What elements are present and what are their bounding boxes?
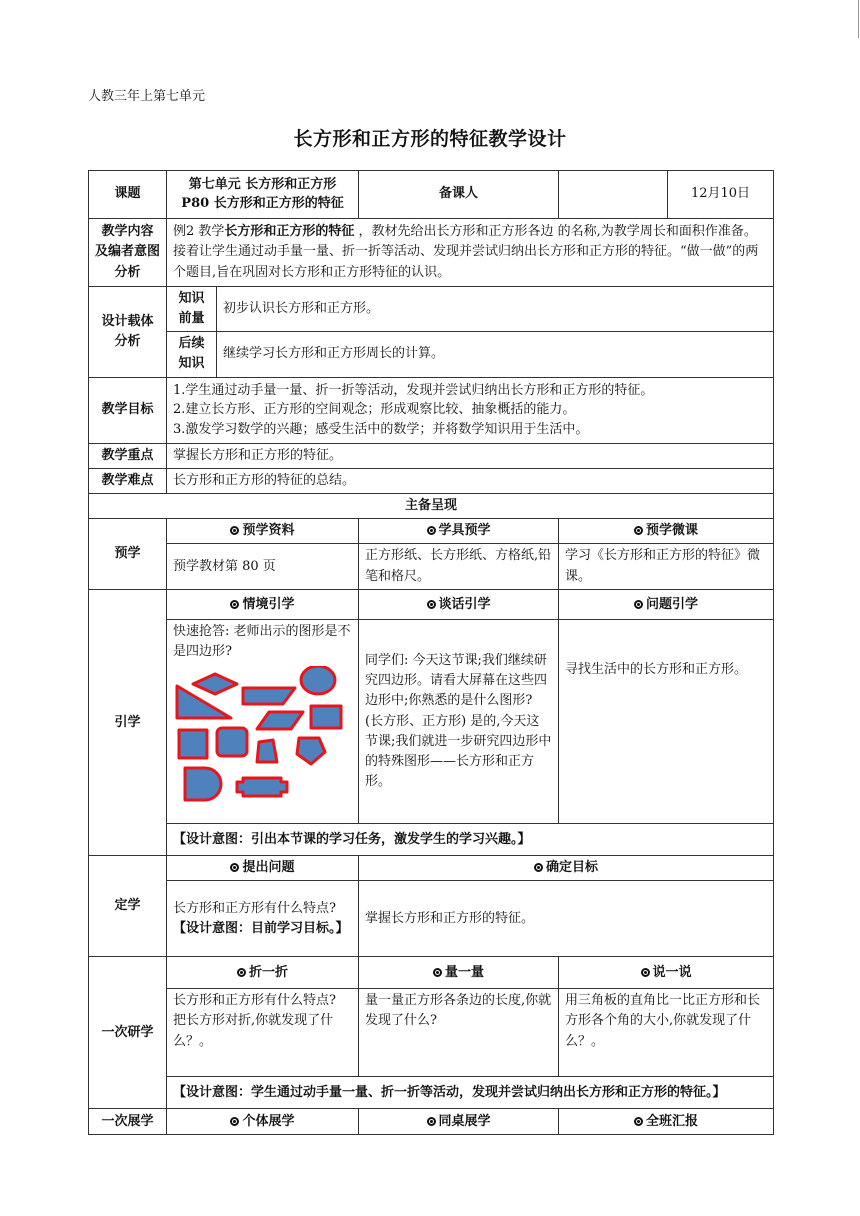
study-header-2 <box>359 957 559 989</box>
difficulty-row <box>89 468 774 493</box>
difficulty-value: 长方形和正方形的特征的总结。 <box>167 468 774 493</box>
show-header-3-text: 全班汇报 <box>646 1113 699 1129</box>
difficulty-label: 教学难点 <box>89 468 167 493</box>
shape-parallelogram <box>243 688 295 704</box>
carrier-label <box>89 287 167 378</box>
show-header-2 <box>359 1109 559 1135</box>
define-label: 定学 <box>89 856 167 957</box>
preview-header-2 <box>359 518 559 543</box>
analysis-text-bold: 长方形和正方形的特征 <box>224 224 355 240</box>
preview-header-1-text: 预学资料 <box>242 522 295 538</box>
goal-item: 1.学生通过动手量一量、折一折等活动，发现并尝试归纳出长方形和正方形的特征。 <box>173 382 654 398</box>
preview-header-row <box>89 518 774 543</box>
lesson-plan-table <box>88 170 774 1135</box>
preparer-value <box>559 171 668 219</box>
goals-label: 教学目标 <box>89 377 167 443</box>
goals-list <box>167 377 774 443</box>
analysis-text-post: ，教材先给出长方形和正方形各边 的名称,为教学周长和面积作准备。接着让学生通过动手量一量、折一折等活动、发现并尝试归纳出长方形和正方形的特征。“做一做”的两个题目,旨在巩固对长方形和正方形特征的认识。 <box>173 224 759 280</box>
study-header-1 <box>167 957 359 989</box>
show-header-2-text: 同桌展学 <box>438 1113 491 1129</box>
intro-question: 快速抢答: 老师出示的图形是不是四边形? <box>173 624 351 660</box>
analysis-label <box>89 219 167 287</box>
preview-content-row <box>89 544 774 590</box>
study-header-1-text: 折一折 <box>248 964 288 980</box>
analysis-label-line-2: 及编者意图分析 <box>95 244 161 280</box>
preview-content-3: 学习《长方形和正方形的特征》微课。 <box>559 544 774 590</box>
intro-note-row <box>89 824 774 856</box>
analysis-row <box>89 219 774 287</box>
prior-knowledge-value: 初步认识长方形和正方形。 <box>217 287 774 332</box>
define-header-2-text: 确定目标 <box>546 860 599 876</box>
study-fold-question: 把长方形对折,你就发现了什么？。 <box>173 1013 334 1049</box>
study-content-1 <box>167 989 359 1077</box>
intro-header-row <box>89 590 774 620</box>
intro-header-2 <box>359 590 559 620</box>
carrier-row-next <box>89 332 774 377</box>
bullet-icon <box>230 526 239 535</box>
study-note-row <box>89 1077 774 1109</box>
main-section-title: 主备呈现 <box>89 493 774 518</box>
preview-header-1 <box>167 518 359 543</box>
goals-row <box>89 377 774 443</box>
shape-square <box>311 706 341 728</box>
study-question: 长方形和正方形有什么特点? <box>173 993 336 1009</box>
study-label: 一次研学 <box>89 957 167 1109</box>
bullet-icon <box>427 600 436 609</box>
define-header-1 <box>167 856 359 881</box>
carrier-label-line-1: 设计载体 <box>101 313 154 329</box>
preparer-label: 备课人 <box>359 171 559 219</box>
bullet-icon <box>641 968 650 977</box>
intro-content-row <box>89 620 774 824</box>
bullet-icon <box>433 968 442 977</box>
goal-item: 2.建立长方形、正方形的空间观念；形成观察比较、抽象概括的能力。 <box>173 402 576 418</box>
topic-line-1: 第七单元 长方形和正方形 <box>188 176 337 192</box>
topic-value <box>167 171 359 219</box>
intro-header-2-text: 谈话引学 <box>438 596 491 612</box>
shape-pentagon <box>297 738 325 764</box>
intro-label: 引学 <box>89 590 167 856</box>
shape-notched-rectangle <box>237 778 287 796</box>
shape-rectangle <box>179 730 207 758</box>
intro-header-3-text: 问题引学 <box>646 596 699 612</box>
next-knowledge-label: 后续知识 <box>167 332 217 377</box>
preview-header-3-text: 预学微课 <box>646 522 699 538</box>
page-edge-mark <box>858 0 859 38</box>
prior-knowledge-label: 知识前量 <box>167 287 217 332</box>
preview-content-2: 正方形纸、长方形纸、方格纸,铅笔和格尺。 <box>359 544 559 590</box>
shape-rounded-square <box>217 728 247 756</box>
carrier-row-prior <box>89 287 774 332</box>
key-point-row <box>89 443 774 468</box>
intro-content-1 <box>167 620 359 824</box>
bullet-icon <box>237 968 246 977</box>
study-content-3: 用三角板的直角比一比正方形和长方形各个角的大小,你就发现了什么？。 <box>559 989 774 1077</box>
shape-rhombus <box>193 674 237 694</box>
study-header-3 <box>559 957 774 989</box>
bullet-icon <box>534 863 543 872</box>
intro-header-1-text: 情境引学 <box>242 596 295 612</box>
show-header-1 <box>167 1109 359 1135</box>
topic-line-2: P80 长方形和正方形的特征 <box>181 195 344 211</box>
study-content-2: 量一量正方形各条边的长度,你就发现了什么? <box>359 989 559 1077</box>
quadrilateral-shapes-figure <box>173 666 343 806</box>
preview-content-1: 预学教材第 80 页 <box>167 544 359 590</box>
study-header-2-text: 量一量 <box>445 964 485 980</box>
analysis-text <box>167 219 774 287</box>
define-content-2: 掌握长方形和正方形的特征。 <box>359 881 774 957</box>
show-header-3 <box>559 1109 774 1135</box>
define-header-1-text: 提出问题 <box>242 860 295 876</box>
preview-label: 预学 <box>89 518 167 589</box>
shape-arch <box>185 768 221 800</box>
preview-header-2-text: 学具预学 <box>438 522 491 538</box>
show-label: 一次展学 <box>89 1109 167 1135</box>
bullet-icon <box>634 526 643 535</box>
bullet-icon <box>230 863 239 872</box>
show-header-row <box>89 1109 774 1135</box>
shape-parallelogram-2 <box>257 712 303 729</box>
bullet-icon <box>230 1117 239 1126</box>
intro-design-note: 【设计意图：引出本节课的学习任务，激发学生的学习兴趣。】 <box>167 824 774 856</box>
carrier-label-line-2: 分析 <box>114 333 141 349</box>
header-note: 人教三年上第七单元 <box>88 89 206 104</box>
study-design-note: 【设计意图：学生通过动手量一量、折一折等活动，发现并尝试归纳出长方形和正方形的特征。】 <box>167 1077 774 1109</box>
intro-header-3 <box>559 590 774 620</box>
bullet-icon <box>427 1117 436 1126</box>
main-section-row <box>89 493 774 518</box>
define-header-2 <box>359 856 774 881</box>
define-content-row <box>89 881 774 957</box>
bullet-icon <box>634 1117 643 1126</box>
date-value: 12月10日 <box>668 171 774 219</box>
preview-header-3 <box>559 518 774 543</box>
topic-row <box>89 171 774 219</box>
key-point-label: 教学重点 <box>89 443 167 468</box>
shape-circle <box>301 666 335 694</box>
bullet-icon <box>230 600 239 609</box>
intro-header-1 <box>167 590 359 620</box>
shape-quadrilateral <box>257 740 277 762</box>
document-title: 长方形和正方形的特征教学设计 <box>293 128 567 150</box>
intro-content-3: 寻找生活中的长方形和正方形。 <box>559 620 774 824</box>
goal-item: 3.激发学习数学的兴趣；感受生活中的数学；并将数学知识用于生活中。 <box>173 421 589 437</box>
analysis-label-line-1: 教学内容 <box>101 224 154 240</box>
define-question: 长方形和正方形有什么特点? <box>173 901 336 917</box>
show-header-1-text: 个体展学 <box>242 1113 295 1129</box>
define-header-row <box>89 856 774 881</box>
bullet-icon <box>634 600 643 609</box>
study-content-row <box>89 989 774 1077</box>
study-header-row <box>89 957 774 989</box>
study-header-3-text: 说一说 <box>652 964 692 980</box>
define-content-1 <box>167 881 359 957</box>
define-design-note: 【设计意图：目前学习目标。】 <box>173 920 349 936</box>
topic-label: 课题 <box>89 171 167 219</box>
next-knowledge-value: 继续学习长方形和正方形周长的计算。 <box>217 332 774 377</box>
analysis-text-pre: 例2 教学 <box>173 224 225 240</box>
intro-content-2: 同学们: 今天这节课;我们继续研究四边形。请看大屏幕在这些四边形中;你熟悉的是什么图形? (长方形、正方形) 是的,今天这节课;我们就进一步研究四边形中的特殊图形——长方形和正方形。 <box>359 620 559 824</box>
bullet-icon <box>427 526 436 535</box>
key-point-value: 掌握长方形和正方形的特征。 <box>167 443 774 468</box>
